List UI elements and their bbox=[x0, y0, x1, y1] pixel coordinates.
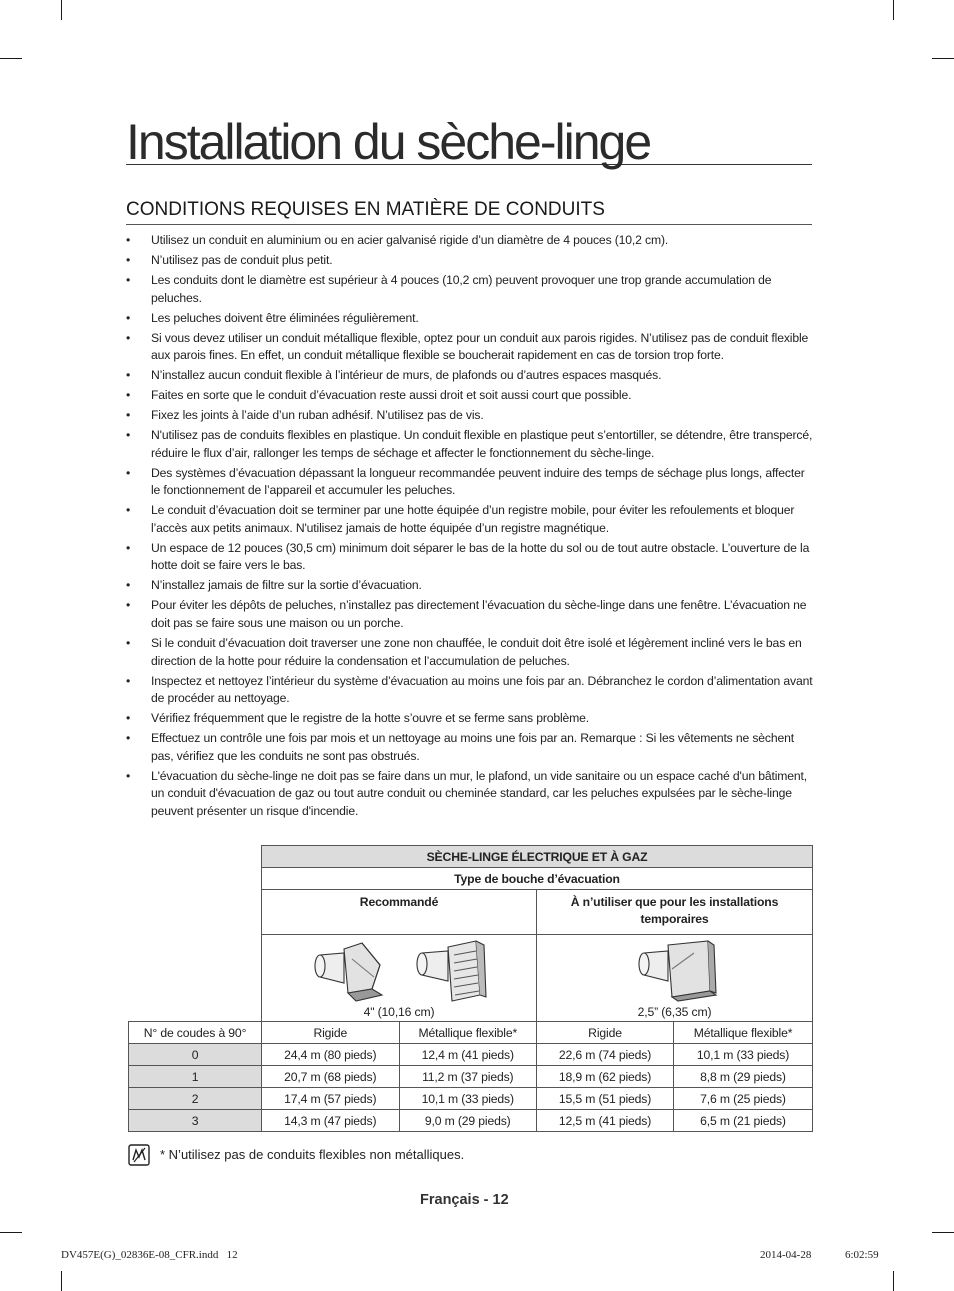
note bbox=[128, 1143, 818, 1169]
list-item: • Inspectez et nettoyez l’intérieur du système d’évacuation au moins une fois par an. Débranchez le cordon d’alimentation avant de procéder au nettoyage. bbox=[126, 673, 816, 708]
small-louvered-hood-icon bbox=[639, 941, 716, 1001]
crop-mark bbox=[932, 1232, 954, 1233]
elbow-count: 1 bbox=[129, 1066, 262, 1088]
list-item: • Vérifiez fréquemment que le registre de la hotte s’ouvre et se ferme sans problème. bbox=[126, 710, 816, 728]
recommended-vent-hoods-illustration bbox=[262, 939, 536, 1005]
crop-mark bbox=[0, 58, 22, 59]
crop-mark bbox=[932, 58, 954, 59]
footer-filename: DV457E(G)_02836E-08_CFR.indd 12 bbox=[61, 1249, 238, 1261]
louvered-hood-icon bbox=[315, 943, 382, 1001]
crop-mark bbox=[61, 1271, 62, 1291]
column-label: Métallique flexible* bbox=[674, 1022, 813, 1044]
table-cell: 8,8 m (29 pieds) bbox=[674, 1066, 813, 1088]
list-item: • Si le conduit d’évacuation doit traverser une zone non chauffée, le conduit doit être isolé et légèrement incliné vers le bas en direction de la hotte pour réduire la condensation et l’accumulation de peluches. bbox=[126, 635, 816, 670]
column-label: Rigide bbox=[537, 1022, 674, 1044]
table-cell: 22,6 m (74 pieds) bbox=[537, 1044, 674, 1066]
table-subheader: Type de bouche d’évacuation bbox=[262, 868, 813, 890]
recommended-hoods-cell bbox=[262, 935, 537, 1022]
table-cell: 9,0 m (29 pieds) bbox=[399, 1110, 537, 1132]
crop-mark bbox=[0, 1232, 22, 1233]
section-title: CONDITIONS REQUISES EN MATIÈRE DE CONDUITS bbox=[126, 198, 812, 225]
temporary-vent-hood-illustration bbox=[538, 939, 812, 1005]
list-item: • Pour éviter les dépôts de peluches, n’installez pas directement l’évacuation du sèche-linge dans une fenêtre. L’évacuation ne doit pas se faire sous une maison ou un porche. bbox=[126, 597, 816, 632]
table-cell: 11,2 m (37 pieds) bbox=[399, 1066, 537, 1088]
table-cell: 18,9 m (62 pieds) bbox=[537, 1066, 674, 1088]
table-cell: 24,4 m (80 pieds) bbox=[262, 1044, 400, 1066]
table-cell: 15,5 m (51 pieds) bbox=[537, 1088, 674, 1110]
table-cell: 17,4 m (57 pieds) bbox=[262, 1088, 400, 1110]
table-cell: 7,6 m (25 pieds) bbox=[674, 1088, 813, 1110]
footer-time: 6:02:59 bbox=[845, 1249, 879, 1261]
table-header: SÈCHE-LINGE ÉLECTRIQUE ET À GAZ bbox=[262, 846, 813, 868]
list-item: • Effectuez un contrôle une fois par mois et un nettoyage au moins une fois par an. Remarque : Si les vêtements ne sèchent pas, vérifiez que les conduits ne sont pas obstrués. bbox=[126, 730, 816, 765]
page-number: Français - 12 bbox=[420, 1192, 509, 1208]
list-item: • N'utilisez pas de conduits flexibles en plastique. Un conduit flexible en plastique peut s’entortiller, se détendre, être transpercé, réduire le flux d’air, rallonger les temps de séchage et affecter le fonctionnement du sèche-linge. bbox=[126, 427, 816, 462]
list-item: • N’utilisez pas de conduit plus petit. bbox=[126, 252, 816, 270]
list-item: • Fixez les joints à l’aide d’un ruban adhésif. N’utilisez pas de vis. bbox=[126, 407, 816, 425]
grille-hood-icon bbox=[417, 941, 486, 1001]
elbow-count: 0 bbox=[129, 1044, 262, 1066]
vent-length-table bbox=[128, 845, 813, 1132]
note-icon bbox=[128, 1144, 150, 1166]
list-item: • Un espace de 12 pouces (30,5 cm) minimum doit séparer le bas de la hotte du sol ou de tout autre obstacle. L’ouverture de la hotte doit se faire vers le bas. bbox=[126, 540, 816, 575]
table-row bbox=[129, 1110, 813, 1132]
column-recommended: Recommandé bbox=[262, 890, 537, 935]
recommended-size-caption: 4" (10,16 cm) bbox=[363, 1005, 435, 1019]
elbow-count-header: N° de coudes à 90° bbox=[129, 1022, 262, 1044]
list-item: • Faites en sorte que le conduit d’évacuation reste aussi droit et soit aussi court que possible. bbox=[126, 387, 816, 405]
table-cell: 6,5 m (21 pieds) bbox=[674, 1110, 813, 1132]
note-text: * N’utilisez pas de conduits flexibles non métalliques. bbox=[160, 1147, 465, 1162]
temporary-hood-cell bbox=[537, 935, 813, 1022]
requirements-list bbox=[126, 232, 816, 823]
page-title: Installation du sèche-linge bbox=[126, 112, 812, 165]
table-cell: 20,7 m (68 pieds) bbox=[262, 1066, 400, 1088]
list-item: • Les conduits dont le diamètre est supérieur à 4 pouces (10,2 cm) peuvent provoquer une trop grande accumulation de peluches. bbox=[126, 272, 816, 307]
list-item: • L'évacuation du sèche-linge ne doit pas se faire dans un mur, le plafond, un vide sanitaire ou un espace caché d'un bâtiment, un conduit d'évacuation de gaz ou tout autre conduit ou cheminée standard, car les peluches expulsées par le sèche-linge peuvent présenter un risque d'incendie. bbox=[126, 768, 816, 821]
list-item: • N’installez aucun conduit flexible à l’intérieur de murs, de plafonds ou d’autres espaces masqués. bbox=[126, 367, 816, 385]
column-label: Rigide bbox=[262, 1022, 400, 1044]
table-cell: 14,3 m (47 pieds) bbox=[262, 1110, 400, 1132]
crop-mark bbox=[893, 1271, 894, 1291]
table-row bbox=[129, 1044, 813, 1066]
elbow-count: 3 bbox=[129, 1110, 262, 1132]
crop-mark bbox=[61, 0, 62, 20]
temporary-size-caption: 2,5” (6,35 cm) bbox=[637, 1005, 712, 1019]
list-item: • Le conduit d’évacuation doit se terminer par une hotte équipée d’un registre mobile, pour éviter les refoulements et bloquer l’accès aux petits animaux. N'utilisez jamais de hotte équipée d’un registre magnétique. bbox=[126, 502, 816, 537]
table-cell: 12,4 m (41 pieds) bbox=[399, 1044, 537, 1066]
list-item: • Les peluches doivent être éliminées régulièrement. bbox=[126, 310, 816, 328]
list-item: • Si vous devez utiliser un conduit métallique flexible, optez pour un conduit aux parois rigides. N’utilisez pas de conduit flexible aux parois fines. En effet, un conduit métallique flexible se boucherait rapidement en cas de torsion trop forte. bbox=[126, 330, 816, 365]
table-cell: 12,5 m (41 pieds) bbox=[537, 1110, 674, 1132]
table-cell: 10,1 m (33 pieds) bbox=[399, 1088, 537, 1110]
crop-mark bbox=[893, 0, 894, 20]
elbow-count: 2 bbox=[129, 1088, 262, 1110]
table-corner bbox=[129, 846, 262, 1022]
column-label: Métallique flexible* bbox=[399, 1022, 537, 1044]
list-item: • Utilisez un conduit en aluminium ou en acier galvanisé rigide d’un diamètre de 4 pouces (10,2 cm). bbox=[126, 232, 816, 250]
table-row bbox=[129, 1088, 813, 1110]
list-item: • Des systèmes d’évacuation dépassant la longueur recommandée peuvent induire des temps de séchage plus longs, affecter le fonctionnement de l’appareil et accumuler les peluches. bbox=[126, 465, 816, 500]
list-item: • N’installez jamais de filtre sur la sortie d’évacuation. bbox=[126, 577, 816, 595]
footer-date: 2014-04-28 bbox=[760, 1249, 812, 1261]
table-cell: 10,1 m (33 pieds) bbox=[674, 1044, 813, 1066]
table-row bbox=[129, 1066, 813, 1088]
column-temporary: À n’utiliser que pour les installations temporaires bbox=[537, 890, 813, 935]
